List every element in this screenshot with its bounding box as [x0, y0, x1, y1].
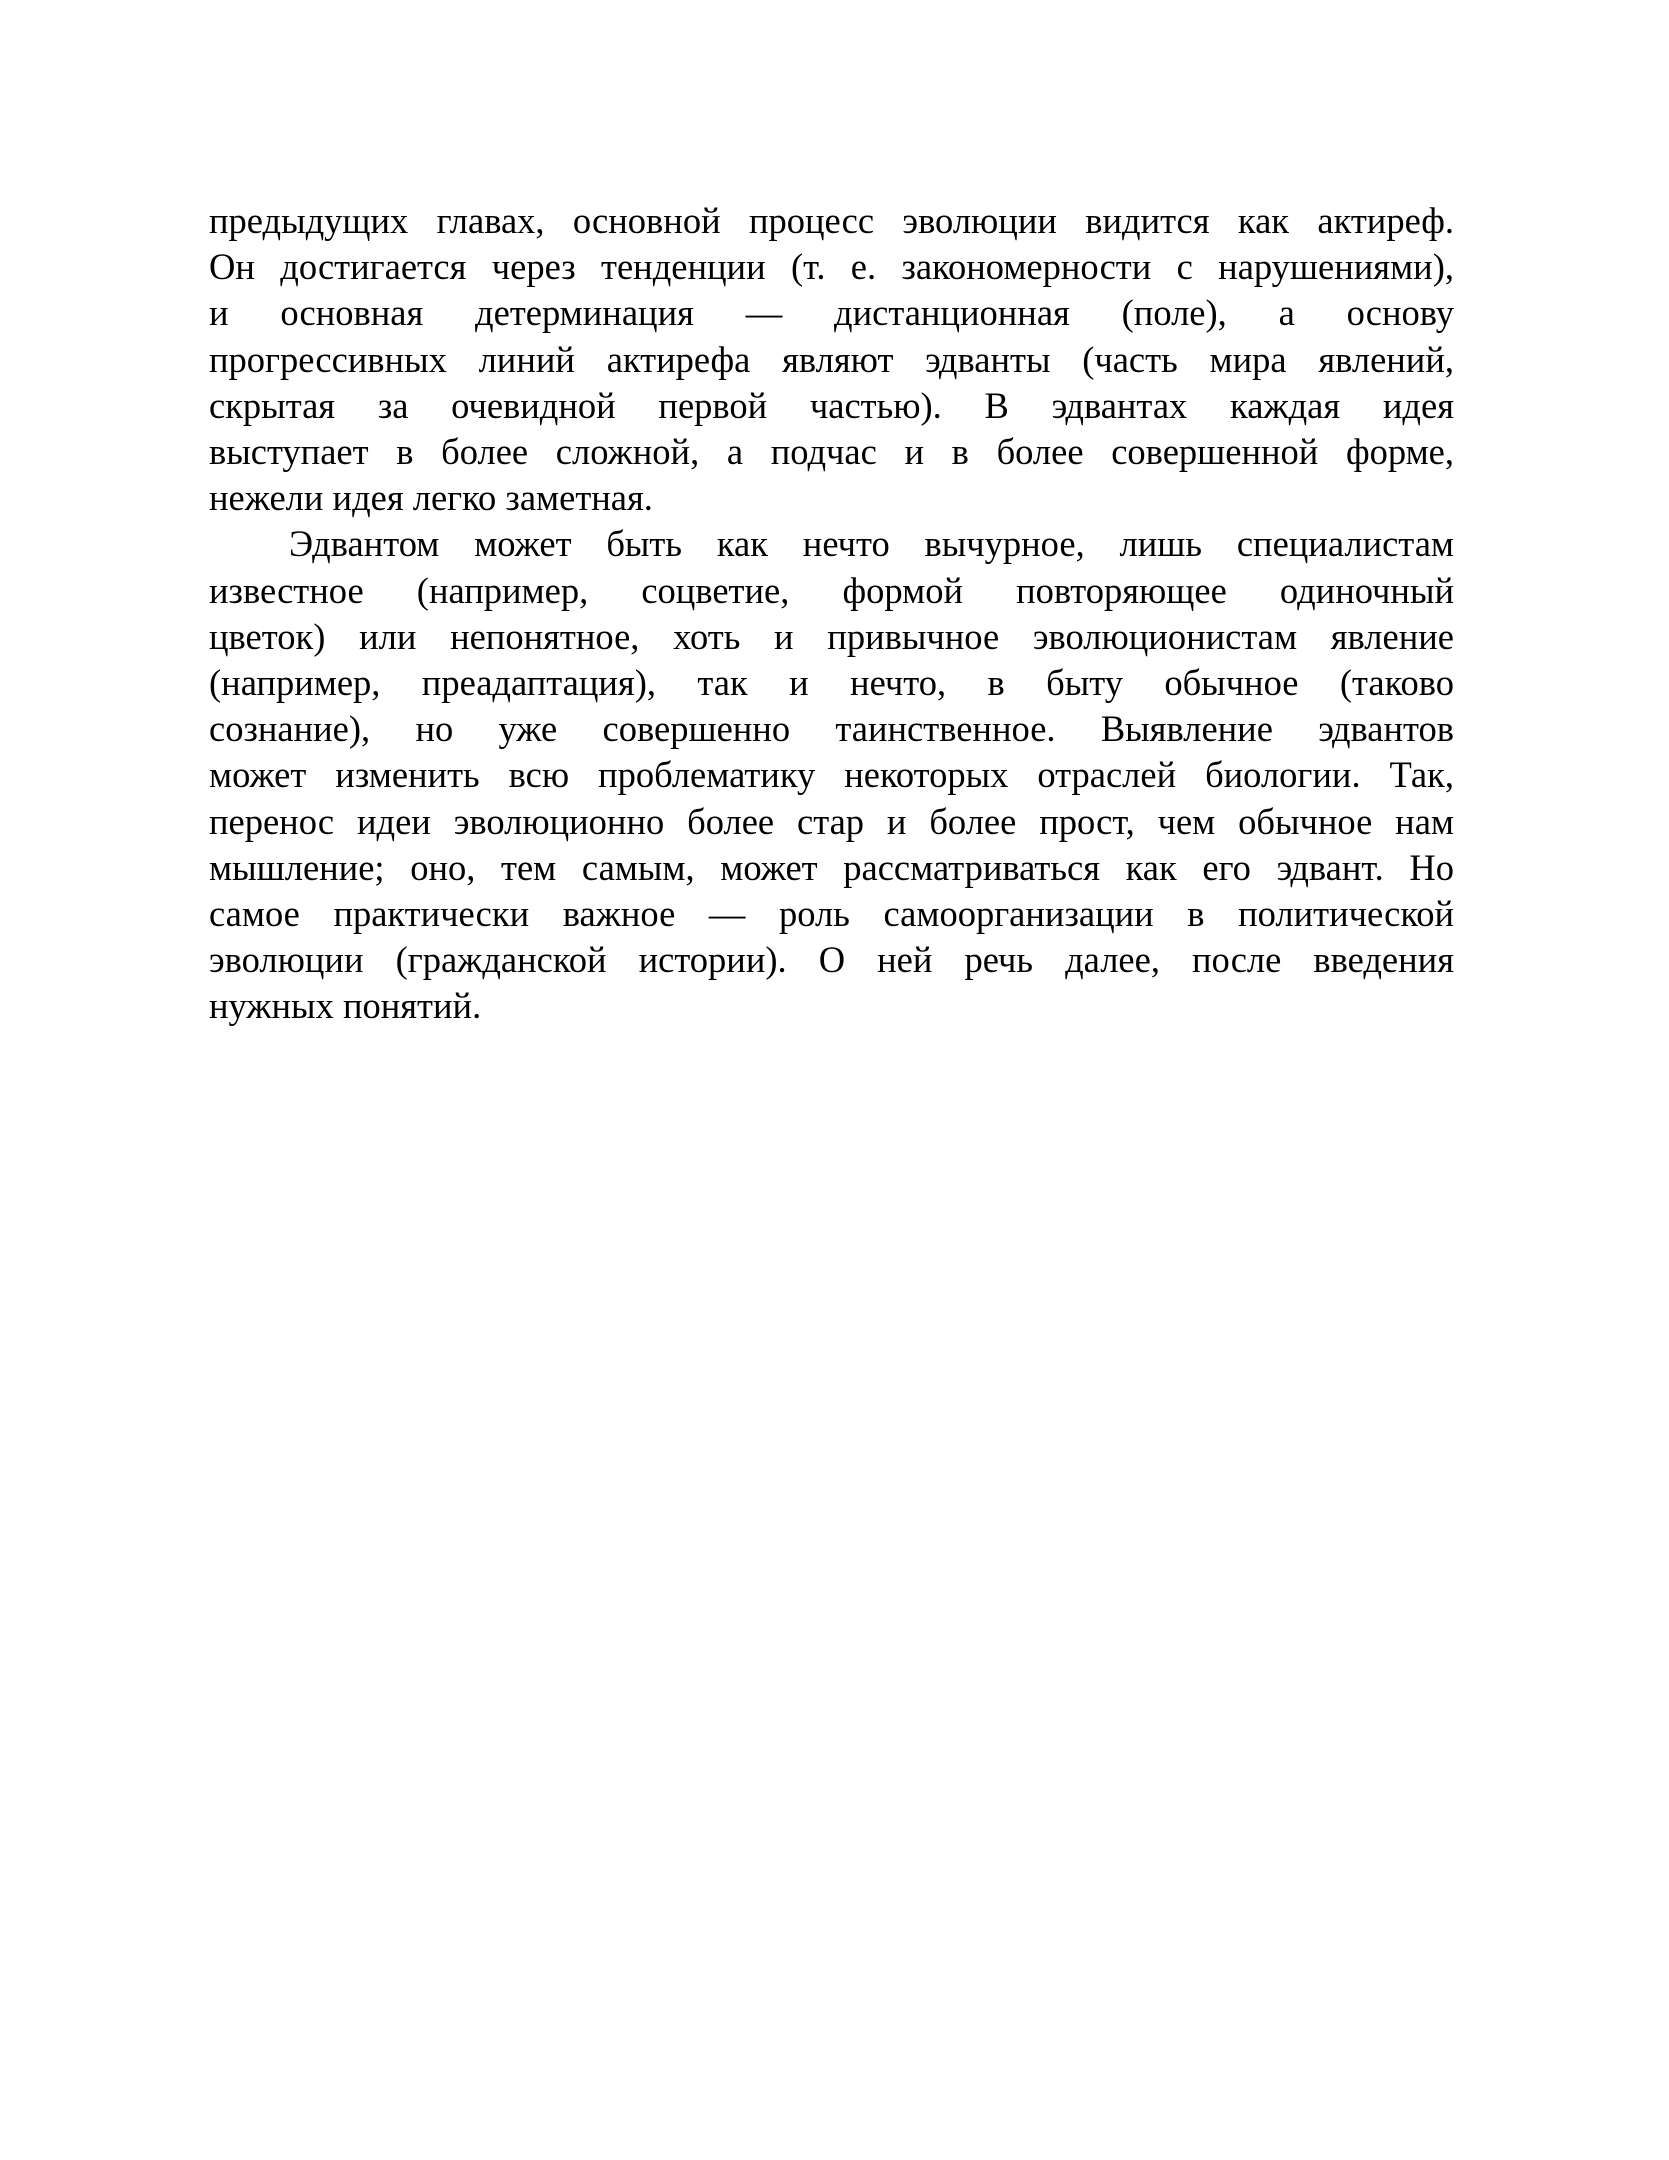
- text-line: самое практически важное — роль самоорганизации в политической: [209, 893, 1454, 935]
- paragraph-1: [209, 198, 1454, 521]
- text-line: выступает в более сложной, а подчас и в более совершенной форме,: [209, 431, 1454, 473]
- text-line: цветок) или непонятное, хоть и привычное эволюционистам явление: [209, 615, 1454, 657]
- text-line: сознание), но уже совершенно таинственное. Выявление эдвантов: [209, 708, 1454, 750]
- text-line: и основная детерминация — дистанционная (поле), а основу: [209, 292, 1454, 334]
- body-text: [209, 198, 1454, 1030]
- text-line: нужных понятий.: [209, 985, 482, 1027]
- text-line: скрытая за очевидной первой частью). В эдвантах каждая идея: [209, 384, 1454, 426]
- text-line: эволюции (гражданской истории). О ней речь далее, после введения: [209, 939, 1454, 981]
- text-line: известное (например, соцветие, формой повторяющее одиночный: [209, 569, 1454, 611]
- text-line: Эдвантом может быть как нечто вычурное, лишь специалистам: [289, 523, 1454, 565]
- text-line: прогрессивных линий актирефа являют эдванты (часть мира явлений,: [209, 338, 1454, 380]
- text-line: (например, преадаптация), так и нечто, в быту обычное (таково: [209, 662, 1454, 704]
- text-line: мышление; оно, тем самым, может рассматриваться как его эдвант. Но: [209, 846, 1454, 888]
- text-line: нежели идея легко заметная.: [209, 477, 653, 519]
- text-line: предыдущих главах, основной процесс эволюции видится как актиреф.: [209, 200, 1454, 241]
- paragraph-2: [209, 521, 1454, 1029]
- text-line: перенос идеи эволюционно более стар и более прост, чем обычное нам: [209, 800, 1454, 842]
- text-line: Он достигается через тенденции (т. е. закономерности с нарушениями),: [209, 246, 1454, 288]
- text-line: может изменить всю проблематику некоторых отраслей биологии. Так,: [209, 754, 1454, 796]
